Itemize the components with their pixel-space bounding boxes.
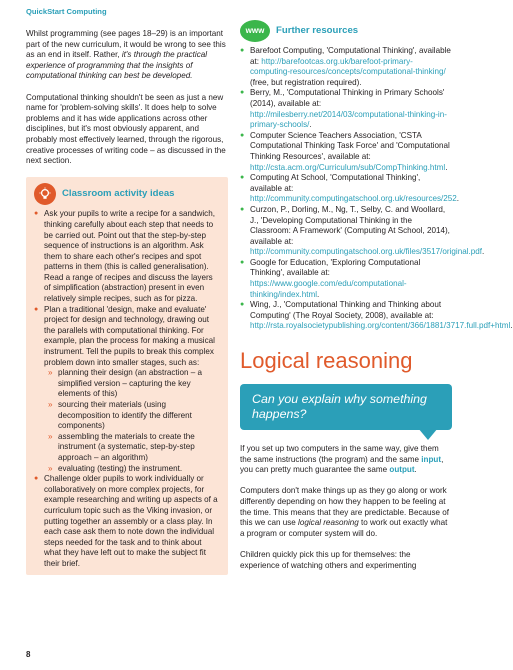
sub-list-item: » assembling the materials to create the instrument (a systematic, step-by-step approach – an algorithm)	[44, 432, 220, 464]
resource-item: ● Google for Education, 'Exploring Computational Thinking', available at: https://www.google.com/edu/computational-thinking/index.html.	[240, 258, 452, 300]
further-resources-list	[240, 46, 513, 332]
sub-list-item: » sourcing their materials (using decomposition to identify the different components)	[44, 400, 220, 432]
section-title: Logical reasoning	[240, 348, 413, 374]
right-column	[240, 18, 513, 582]
further-resources-header	[240, 20, 452, 42]
resource-link[interactable]: http://milesberry.net/2014/03/computational-thinking-in-primary-schools/	[250, 109, 447, 130]
logical-paragraph-3: Children quickly pick this up for themselves: the experience of watching others and experimenting	[240, 549, 417, 570]
list-item: ● Plan a traditional 'design, make and evaluate' project for design and technology, drawing out the parallels with computational thinking. For example, plan the process for making a musical instrument. Tell the pupils to break this complex problem down into smaller stages, such as: » planning their design (an abstraction – a simplified version – capturing the key elements of this) » sourcing their materials (using decomposition to identify the different components) » assembling the materials to create the instrument (a systematic, step-by-step approach – an algorithm) » evaluating (testing) the instrument.	[34, 305, 220, 475]
resource-link[interactable]: http://rsta.royalsocietypublishing.org/content/366/1881/3717.full.pdf+html	[250, 321, 511, 331]
speech-bubble-tail	[418, 428, 438, 440]
list-item: ● Ask your pupils to write a recipe for a sandwich, thinking carefully about each step that needs to be carried out. Point out that the step-by-step sequence of instructions is an algorithm. Ask them to share each other's recipes and spot patterns in them (this is called generalisation). Read a range of recipes and discuss the layers of simplification (abstraction) present in even relatively simple recipes, such as for pizza.	[34, 209, 220, 304]
sub-list-item: » planning their design (an abstraction – a simplified version – capturing the key elements of this)	[44, 368, 220, 400]
left-column	[26, 29, 228, 575]
sub-list-item: » evaluating (testing) the instrument.	[44, 464, 220, 475]
classroom-activity-header	[34, 183, 220, 205]
resource-item: ● Computer Science Teachers Association, 'CSTA Computational Thinking Task Force' and 'Computational Thinking Resources', available at: http://csta.acm.org/Curriculum/sub/CompThinking.html.	[240, 131, 452, 173]
classroom-activity-list	[34, 209, 220, 569]
further-resources-box	[240, 18, 513, 332]
running-header: QuickStart Computing	[26, 7, 107, 16]
list-item: ● Challenge older pupils to work individually or collaboratively on more complex projects, for example researching and writing up aspects of a curriculum topic such as the Viking invasion, or putting together an assembly or a class play. In each case ask them to note down the individual steps needed for the task and to think about what they have left out to make the subject fit their brief.	[34, 474, 220, 569]
classroom-activity-box	[26, 177, 228, 574]
resource-link[interactable]: http://barefootcas.org.uk/barefoot-primary-computing-resources/concepts/computational-thinking/	[250, 56, 446, 77]
further-resources-title: Further resources	[276, 24, 359, 36]
resource-item: ● Barefoot Computing, 'Computational Thinking', available at: http://barefootcas.org.uk/barefoot-primary-computing-resources/concepts/computational-thinking/ (free, but registration required).	[240, 46, 452, 88]
computational-thinking-paragraph: Computational thinking shouldn't be seen as just a new name for 'problem-solving skills'. It does help to solve problems and it has wide applications across other disciplines, but it's most obviously apparent, and probably most effectively learned, through the rigorous, creative processes of writing code – as discussed in the next section.	[26, 92, 226, 166]
resource-item: ● Computing At School, 'Computational Thinking', available at: http://community.computingatschool.org.uk/resources/252.	[240, 173, 452, 205]
intro-paragraph: Whilst programming (see pages 18–29) is an important part of the new curriculum, it would be wrong to see this as an end in itself. Rather, it's through the practical experience of programming that the insights of computational thinking can best be developed.	[26, 29, 226, 81]
resource-link[interactable]: http://csta.acm.org/Curriculum/sub/CompThinking.html	[250, 162, 446, 172]
resource-link[interactable]: http://community.computingatschool.org.uk/resources/252	[250, 194, 457, 204]
sub-list	[44, 368, 220, 474]
resource-link[interactable]: http://community.computingatschool.org.uk/files/3517/original.pdf	[250, 247, 482, 257]
speech-bubble	[240, 384, 452, 430]
logical-paragraph-1: If you set up two computers in the same way, give them the same instructions (the program) and the same input, you can pretty much guarantee the same output.	[240, 444, 444, 475]
speech-bubble-text: Can you explain why something happens?	[240, 384, 452, 430]
lightbulb-icon	[34, 183, 56, 205]
resource-item: ● Berry, M., 'Computational Thinking in Primary Schools' (2014), available at: http://milesberry.net/2014/03/computational-thinking-in-primary-schools/.	[240, 88, 452, 130]
resource-link[interactable]: https://www.google.com/edu/computational-thinking/index.html	[250, 279, 407, 299]
resource-item: ● Wing, J., 'Computational Thinking and Thinking about Computing' (The Royal Society, 2008), available at: http://rsta.royalsocietypublishing.org/content/366/1881/3717.full.pdf+html.	[240, 300, 452, 332]
www-icon: www	[240, 20, 270, 42]
page-number: 8	[26, 650, 31, 659]
logical-paragraph-2: Computers don't make things up as they go along or work differently depending on how they happen to be feeling at the time. This means that they are predictable. Because of this we can use logical reasoning to work out exactly what a program or computer system will do.	[240, 486, 450, 538]
resource-item: ● Curzon, P., Dorling, M., Ng, T., Selby, C. and Woollard, J., 'Developing Computational Thinking in the Classroom: A Framework' (Computing At School, 2014), available at: http://community.computingatschool.org.uk/files/3517/original.pdf.	[240, 205, 452, 258]
classroom-activity-title: Classroom activity ideas	[62, 188, 175, 200]
